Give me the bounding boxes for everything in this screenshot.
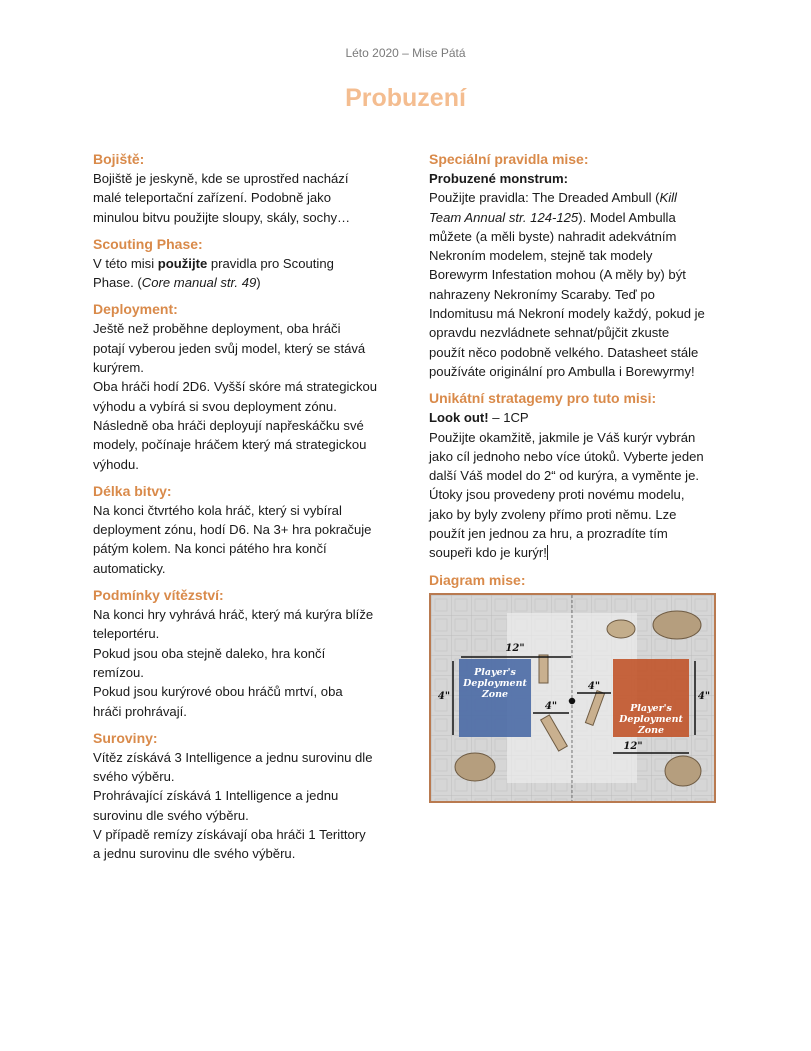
line: Na konci hry vyhrává hráč, který má kurýra blíže: [93, 607, 374, 623]
text-cursor-line[interactable]: soupeři kdo je kurýr!: [429, 545, 547, 561]
section-heading: Podmínky vítězství:: [93, 587, 224, 604]
line: další Váš model do 2“ od kurýra, a vyměnte je.: [429, 468, 700, 484]
text: V této misi: [93, 255, 158, 271]
section-resources: [93, 729, 393, 864]
section-heading: Délka bitvy:: [93, 482, 172, 499]
line: Pokud jsou kurýrové obou hráčů mrtví, oba: [93, 684, 343, 700]
line: používáte originální pro Ambulla i Borewyrmy!: [429, 363, 695, 379]
section-stratagems: [429, 389, 729, 562]
line: Prohrávající získává 1 Intelligence a jednu: [93, 788, 339, 804]
line: [429, 208, 729, 227]
line: svého výběru.: [93, 769, 175, 785]
left-column: [93, 150, 393, 872]
line: výhodu a vybírá si svou deployment zónu.: [93, 398, 337, 414]
line: nahrazeny Nekronímy Scaraby. Teď po: [429, 286, 655, 302]
mission-diagram: [429, 593, 716, 803]
line: [429, 543, 729, 562]
measure-label: 4": [437, 690, 451, 702]
zone-label: Player's: [630, 702, 672, 714]
line: remízou.: [93, 664, 144, 680]
section-heading: Unikátní stratagemy pro tuto misi:: [429, 390, 657, 407]
line: teleportéru.: [93, 626, 160, 642]
subheading: Probuzené monstrum:: [429, 171, 568, 186]
line: Na konci čtvrtého kola hráč, který si vybíral: [93, 502, 342, 518]
line: malé teleportační zařízení. Podobně jako: [93, 190, 332, 206]
line: výhodu.: [93, 456, 139, 472]
zone-label: Deployment: [463, 677, 527, 689]
section-battle-length: [93, 482, 393, 578]
line: [429, 408, 729, 427]
line: použít něco podobně velkého. Datasheet stále: [429, 344, 699, 360]
zone-label: Zone: [481, 688, 509, 700]
line: Použijte okamžitě, jakmile je Váš kurýr vybrán: [429, 429, 696, 445]
line: kurýrem.: [93, 360, 144, 376]
line: automaticky.: [93, 560, 166, 576]
text: pravidla pro Scouting: [207, 255, 334, 271]
text-italic: Team Annual str. 124-125: [429, 209, 579, 225]
line: minulou bitvu použijte sloupy, skály, sochy…: [93, 209, 351, 225]
text: ). Model Ambulla: [578, 209, 676, 225]
line: Vítěz získává 3 Intelligence a jednu surovinu dle: [93, 749, 373, 765]
rock-terrain-top-mid: [607, 620, 635, 638]
text-italic: Core manual str. 49: [141, 275, 257, 291]
rock-terrain-top-right: [653, 611, 701, 639]
section-heading: Diagram mise:: [429, 571, 526, 588]
line: V případě remízy získávají oba hráči 1 Terittory: [93, 827, 366, 843]
line: hráči prohrávají.: [93, 703, 187, 719]
line: a jednu surovinu dle svého výběru.: [93, 846, 296, 862]
text: Phase. (: [93, 275, 142, 291]
line: jako by byly zvoleny přímo proti němu. Lze: [429, 506, 677, 522]
measure-label: 4": [544, 700, 558, 712]
measure-label: 4": [587, 680, 601, 692]
center-marker: [570, 698, 575, 703]
line: můžete (a měli byste) nahradit adekvátním: [429, 228, 677, 244]
line: surovinu dle svého výběru.: [93, 807, 249, 823]
line: Indomitusu má Nekroní modely každý, pokud je: [429, 306, 705, 322]
line: Nekroním modelem, stejně tak modely: [429, 248, 653, 264]
line: Následně oba hráči deployují napřeskáčku své: [93, 417, 364, 433]
measure-label: 4": [697, 690, 711, 702]
text-italic: Kill: [659, 190, 677, 206]
stratagem-cost: – 1CP: [488, 410, 529, 426]
line: Bojiště je jeskyně, kde se uprostřed nachází: [93, 171, 349, 186]
section-heading: Bojiště:: [93, 151, 145, 167]
zone-label: Deployment: [619, 713, 683, 725]
line: Ještě než proběhne deployment, oba hráči: [93, 321, 341, 337]
line: modely, počínaje hráčem který má strategickou: [93, 437, 367, 453]
line: Oba hráči hodí 2D6. Vyšší skóre má strategickou: [93, 379, 378, 395]
section-special-rules: [429, 150, 729, 381]
rock-terrain-bottom-left: [455, 753, 495, 781]
line: Borewyrm Infestation mohou (A měly by) být: [429, 267, 686, 283]
line: opravdu nezvládnete sehnat/půjčit zkuste: [429, 325, 670, 341]
rock-terrain-bottom-right: [665, 756, 701, 786]
line: pátým kolem. Na konci pátého hra končí: [93, 541, 327, 557]
text: ): [256, 275, 261, 291]
section-scouting: [93, 235, 393, 293]
measure-label: 12": [623, 740, 643, 752]
section-deployment: [93, 300, 393, 473]
text: Použijte pravidla: The Dreaded Ambull (: [429, 190, 660, 206]
section-heading: Suroviny:: [93, 729, 158, 746]
section-heading: Deployment:: [93, 301, 178, 318]
page-header: Léto 2020 – Mise Pátá: [345, 46, 466, 60]
line: jako cíl jednoho nebo více útoků. Vyberte jeden: [429, 448, 704, 464]
line: Útoky jsou provedeny proti novému modelu,: [429, 487, 685, 503]
page-title: Probuzení: [345, 84, 466, 112]
section-victory-conditions: [93, 586, 393, 721]
line: Pokud jsou oba stejně daleko, hra končí: [93, 645, 326, 661]
diagram-svg: [431, 595, 714, 801]
line: [93, 254, 393, 273]
right-column: [429, 150, 729, 811]
line: potají vyberou jeden svůj model, který se stává: [93, 340, 366, 356]
zone-label: Player's: [474, 666, 516, 678]
section-battlefield: [93, 150, 393, 227]
line: deployment zónu, hodí D6. Na 3+ hra pokračuje: [93, 522, 372, 538]
line: [429, 188, 729, 207]
section-heading: Scouting Phase:: [93, 235, 203, 252]
section-diagram: [429, 571, 729, 803]
pillar-terrain: [539, 655, 548, 683]
section-heading: Speciální pravidla mise:: [429, 151, 589, 167]
line: [93, 273, 393, 292]
measure-label: 12": [505, 642, 525, 654]
zone-label: Zone: [637, 724, 665, 736]
stratagem-name: Look out!: [429, 410, 489, 426]
line: použít jen jednou za hru, a prozradíte tím: [429, 526, 668, 542]
text-bold: použijte: [157, 255, 208, 271]
